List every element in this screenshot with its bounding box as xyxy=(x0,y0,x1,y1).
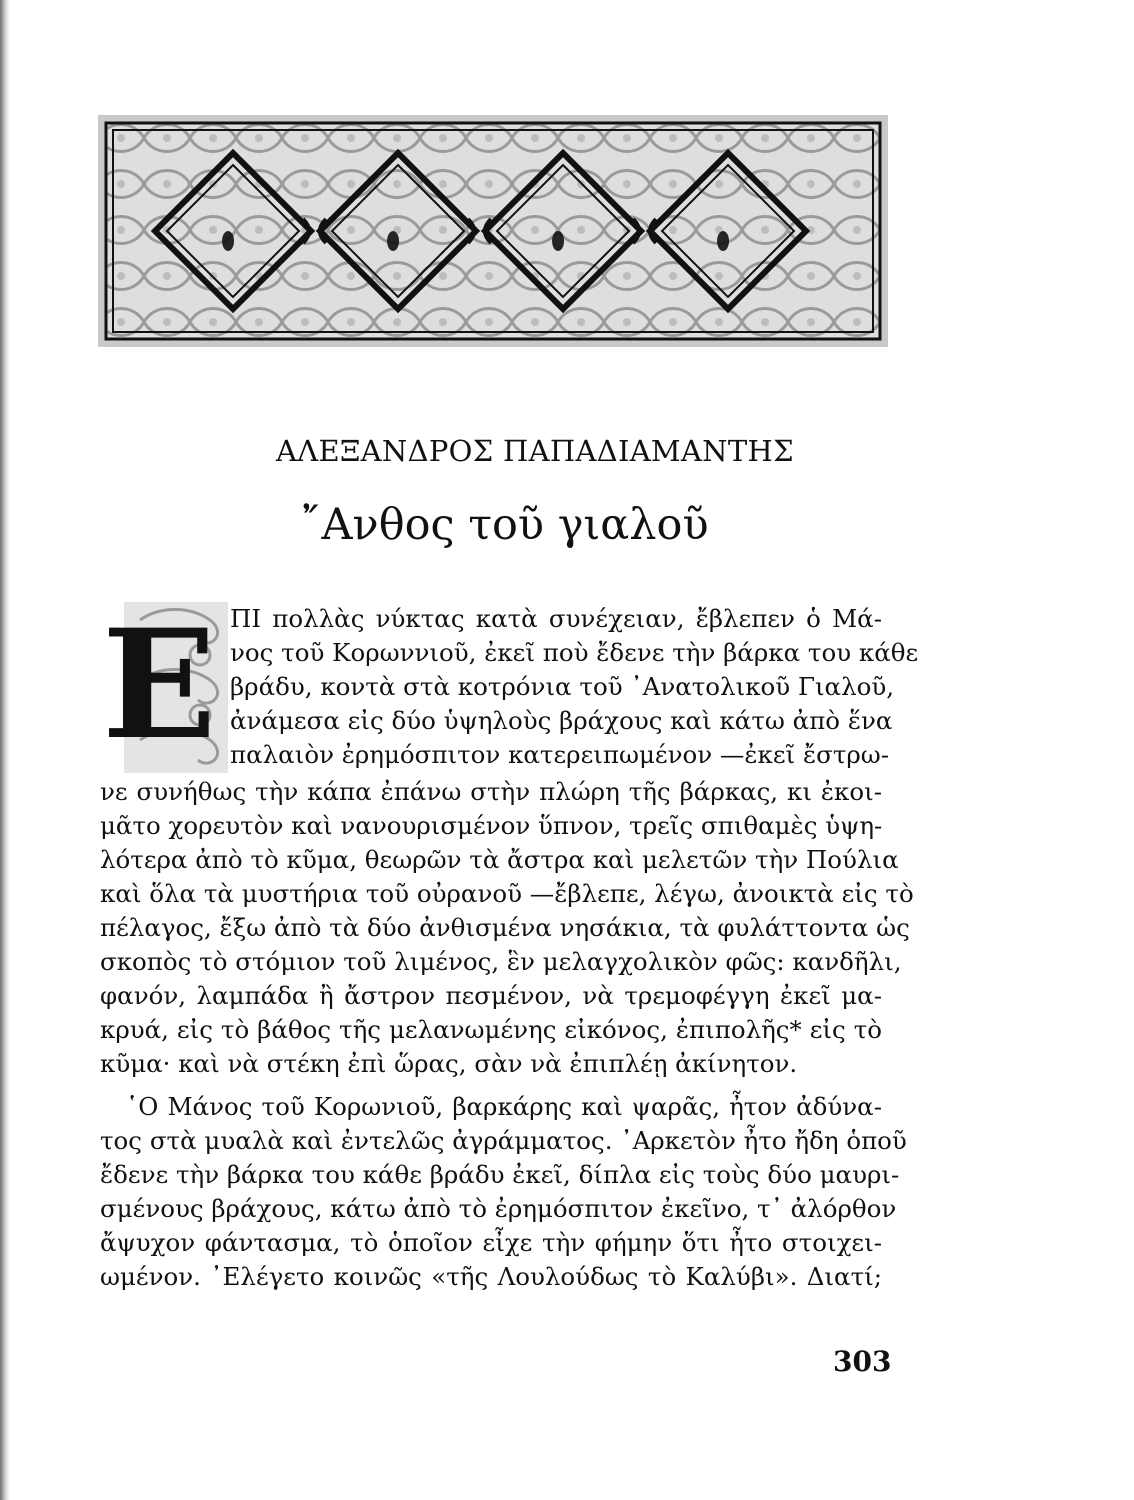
page-edge-shadow xyxy=(0,0,10,1500)
text-line: ωμένον. ᾿Ελέγετο κοινῶς «τῆς Λουλούδως τὸ Καλύβι». Διατί; xyxy=(100,1262,882,1291)
text-line: μᾶτο χορευτὸν καὶ νανουρισμένον ὕπνον, τρεῖς σπιθαμὲς ὑψη- xyxy=(100,811,883,840)
initial-letter: Ε xyxy=(102,597,217,773)
text-line: σκοπὸς τὸ στόμιον τοῦ λιμένος, ἓν μελαγχολικὸν φῶς: κανδῆλι, xyxy=(100,947,902,976)
text-line: λότερα ἀπὸ τὸ κῦμα, θεωρῶν τὰ ἄστρα καὶ μελετῶν τὴν Πούλια xyxy=(100,845,899,874)
story-title: ῎Ανθος τοῦ γιαλοῦ xyxy=(300,500,709,550)
text-line: τος στὰ μυαλὰ καὶ ἐντελῶς ἀγράμματος. ᾿Αρκετὸν ἦτο ἤδη ὁποῦ xyxy=(100,1126,907,1155)
text-line: καὶ ὅλα τὰ μυστήρια τοῦ οὐρανοῦ —ἔβλεπε, λέγω, ἀνοικτὰ εἰς τὸ xyxy=(100,879,914,908)
text-line: ἔδενε τὴν βάρκα του κάθε βράδυ ἐκεῖ, δίπλα εἰς τοὺς δύο μαυρι- xyxy=(100,1160,900,1189)
text-line: παλαιὸν ἐρημόσπιτον κατερειπωμένον —ἐκεῖ ἔστρω- xyxy=(230,740,890,769)
text-line: ΠΙ πολλὰς νύκτας κατὰ συνέχειαν, ἔβλεπεν ὁ Μά- xyxy=(230,604,882,633)
text-line: βράδυ, κοντὰ στὰ κοτρόνια τοῦ ᾿Ανατολικοῦ Γιαλοῦ, xyxy=(230,672,895,701)
page-number: 303 xyxy=(833,1345,892,1378)
text-line: ἄψυχον φάντασμα, τὸ ὁποῖον εἶχε τὴν φήμην ὅτι ἦτο στοιχει- xyxy=(100,1228,882,1257)
text-line: κρυά, εἰς τὸ βάθος τῆς μελανωμένης εἰκόνος, ἐπιπολῆς* εἰς τὸ xyxy=(100,1015,882,1044)
text-line: πέλαγος, ἔξω ἀπὸ τὰ δύο ἀνθισμένα νησάκια, τὰ φυλάττοντα ὡς xyxy=(100,913,910,942)
text-line: ῾Ο Μάνος τοῦ Κορωνιοῦ, βαρκάρης καὶ ψαρᾶς, ἦτον ἀδύνα- xyxy=(126,1092,882,1121)
text-line: σμένους βράχους, κάτω ἀπὸ τὸ ἐρημόσπιτον ἐκεῖνο, τ᾿ ἀλόρθον xyxy=(100,1194,897,1223)
text-line: κῦμα· καὶ νὰ στέκη ἐπὶ ὥρας, σὰν νὰ ἐπιπλέῃ ἀκίνητον. xyxy=(100,1049,798,1078)
author-name: ΑΛΕΞΑΝΔΡΟΣ ΠΑΠΑΔΙΑΜΑΝΤΗΣ xyxy=(276,434,794,468)
decorated-initial xyxy=(100,597,230,775)
text-line: φανόν, λαμπάδα ἢ ἄστρον πεσμένον, νὰ τρεμοφέγγη ἐκεῖ μα- xyxy=(100,981,882,1010)
text-line: νε συνήθως τὴν κάπα ἐπάνω στὴν πλώρη τῆς βάρκας, κι ἐκοι- xyxy=(100,777,882,806)
text-line: νος τοῦ Κορωννιοῦ, ἐκεῖ ποὺ ἔδενε τὴν βάρκα του κάθε xyxy=(230,638,919,667)
text-line: ἀνάμεσα εἰς δύο ὑψηλοὺς βράχους καὶ κάτω ἀπὸ ἕνα xyxy=(230,706,893,735)
ornamental-headpiece xyxy=(98,115,888,347)
